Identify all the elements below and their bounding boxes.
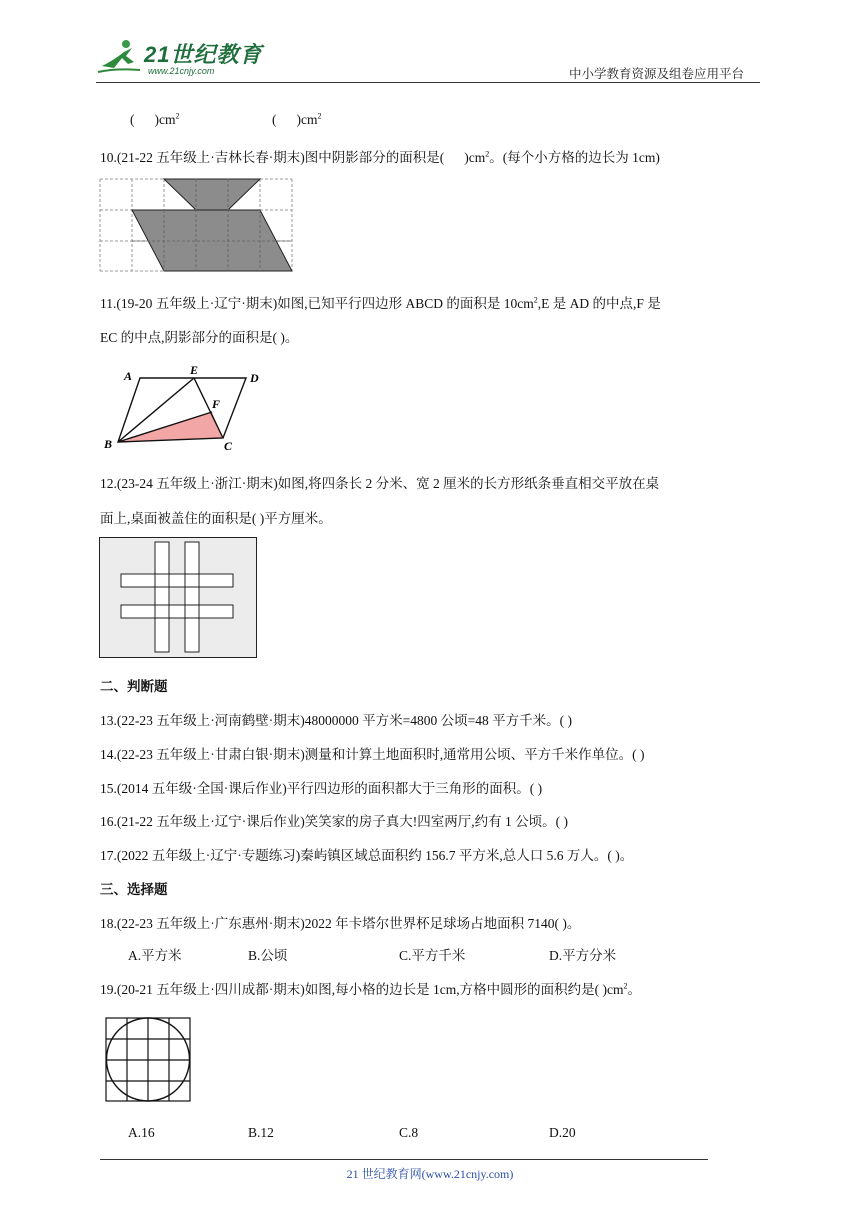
q18-option-d[interactable]: D.平方分米 — [549, 948, 617, 963]
q19-option-d[interactable]: D.20 — [549, 1125, 576, 1140]
question-12-line2: 面上,桌面被盖住的面积是( )平方厘米。 — [100, 511, 332, 526]
question-11-line2: EC 的中点,阴影部分的面积是( )。 — [100, 330, 299, 345]
question-10: 10.(21-22 五年级上·吉林长春·期末)图中阴影部分的面积是( )$cm^2$。(每个小方格的边长为 1cm) — [100, 149, 660, 165]
label-A: A — [124, 369, 133, 383]
footer-link[interactable]: 21 世纪教育网(www.21cnjy.com) — [346, 1167, 514, 1181]
logo-url: www.21cnjy.com — [148, 66, 215, 76]
question-12-line1: 12.(23-24 五年级上·浙江·期末)如图,将四条长 2 分米、宽 2 厘米的长方形纸条垂直相交平放在桌 — [100, 476, 660, 491]
question-14: 14.(22-23 五年级上·甘肃白银·期末)测量和计算土地面积时,通常用公顷、平方千米作单位。( ) — [100, 747, 645, 762]
question-15: 15.(2014 五年级·全国·课后作业)平行四边形的面积都大于三角形的面积。( ) — [100, 781, 543, 796]
q18-option-a[interactable]: A.平方米 — [128, 948, 182, 963]
label-E: E — [190, 363, 199, 377]
section-2-title: 二、判断题 — [100, 679, 168, 694]
logo — [96, 36, 266, 80]
question-18: 18.(22-23 五年级上·广东惠州·期末)2022 年卡塔尔世界杯足球场占地面积 7140( )。 — [100, 916, 581, 931]
label-F: F — [212, 397, 221, 411]
question-19: 19.(20-21 五年级上·四川成都·期末)如图,每小格的边长是 1cm,方格中圆形的面积约是( )$cm^2$。 — [100, 981, 641, 997]
q9-blank-right: ( )$cm^2$ — [272, 111, 322, 127]
q19-option-c[interactable]: C.8 — [399, 1125, 419, 1140]
platform-name: 中小学教育资源及组卷应用平台 — [569, 66, 745, 81]
q18-option-c[interactable]: C.平方千米 — [399, 948, 466, 963]
question-16: 16.(21-22 五年级上·辽宁·课后作业)笑笑家的房子真大!四室两厅,约有 1 公顷。( ) — [100, 814, 568, 829]
q11-parallelogram-figure — [100, 362, 270, 454]
header-divider — [96, 82, 760, 83]
q19-option-a[interactable]: A.16 — [128, 1125, 155, 1140]
label-B: B — [104, 437, 113, 451]
question-11-line1: 11.(19-20 五年级上·辽宁·期末)如图,已知平行四边形 ABCD 的面积是 $10cm^2,E$ 是 AD 的中点,F 是 — [100, 295, 661, 311]
logo-title: 21世纪教育 — [144, 42, 263, 67]
footer-divider — [100, 1159, 708, 1160]
section-3-title: 三、选择题 — [100, 882, 168, 897]
q19-circle-grid-figure — [105, 1017, 193, 1103]
q10-grid-figure — [99, 178, 295, 274]
q12-strips-figure — [99, 537, 259, 659]
label-C: C — [224, 439, 233, 453]
question-13: 13.(22-23 五年级上·河南鹤壁·期末)48000000 平方米=4800 公顷=48 平方千米。( ) — [100, 713, 572, 728]
q18-option-b[interactable]: B.公顷 — [248, 948, 288, 963]
q19-option-b[interactable]: B.12 — [248, 1125, 274, 1140]
question-17: 17.(2022 五年级上·辽宁·专题练习)秦屿镇区域总面积约 156.7 平方米,总人口 5.6 万人。( )。 — [100, 848, 634, 863]
q10-trapezoid-shade — [164, 179, 260, 210]
logo-runner-icon — [96, 38, 146, 78]
label-D: D — [250, 371, 259, 385]
q9-blank-left: ( )$cm^2$ — [130, 111, 180, 127]
